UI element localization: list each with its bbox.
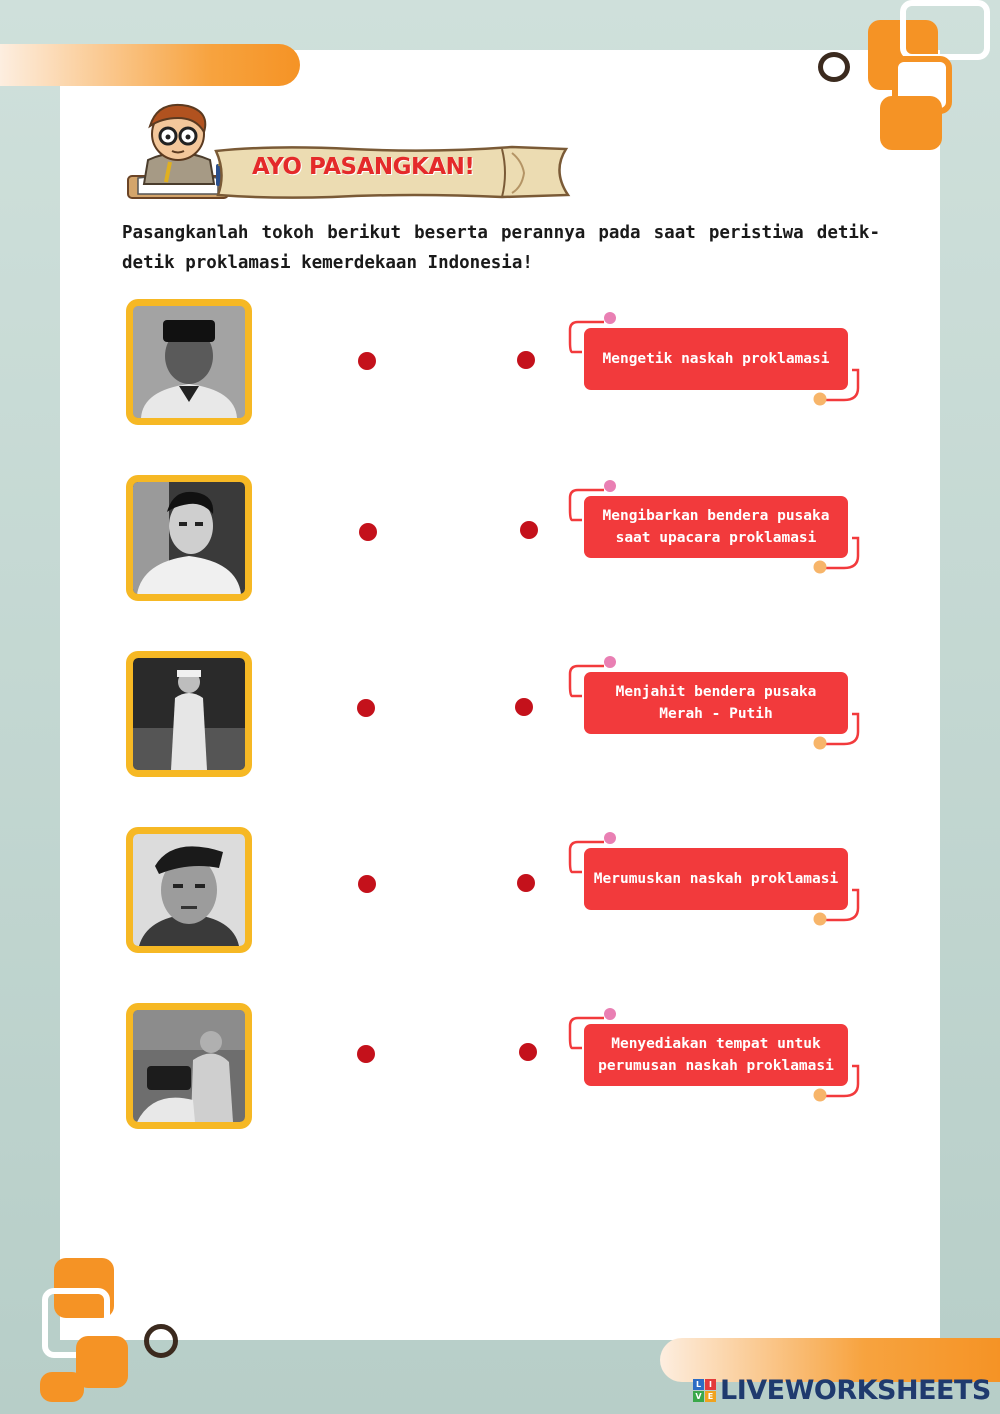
role-card-5[interactable]: Menyediakan tempat untuk perumusan naskah proklamasi [584, 1024, 848, 1086]
match-dot-right[interactable] [519, 1043, 537, 1061]
portrait-image [133, 306, 245, 418]
portrait-image [133, 1010, 245, 1122]
match-dot-right[interactable] [517, 351, 535, 369]
decor-square [76, 1336, 128, 1388]
role-card-1[interactable]: Mengetik naskah proklamasi [584, 328, 848, 390]
decor-square [40, 1372, 84, 1402]
logo-letter: E [705, 1391, 716, 1402]
figure-photo-1 [126, 299, 252, 425]
logo-letter: L [693, 1379, 704, 1390]
match-dot-left[interactable] [358, 875, 376, 893]
logo-text: LIVEWORKSHEETS [720, 1374, 991, 1406]
logo-letter: V [693, 1391, 704, 1402]
match-dot-left[interactable] [358, 352, 376, 370]
decor-ring [144, 1324, 178, 1358]
figure-photo-4 [126, 827, 252, 953]
banner-title: AYO PASANGKAN! [252, 154, 475, 180]
figure-photo-3 [126, 651, 252, 777]
liveworksheets-logo[interactable] [693, 1372, 991, 1408]
match-dot-right[interactable] [515, 698, 533, 716]
logo-letter: I [705, 1379, 716, 1390]
match-dot-left[interactable] [357, 1045, 375, 1063]
decor-square [900, 0, 990, 60]
role-card-2[interactable]: Mengibarkan bendera pusaka saat upacara proklamasi [584, 496, 848, 558]
instruction-text: Pasangkanlah tokoh berikut beserta perannya pada saat peristiwa detik-detik proklamasi kemerdekaan Indonesia! [122, 223, 880, 273]
portrait-image [133, 658, 245, 770]
top-decor-stripe [0, 44, 300, 86]
figure-photo-5 [126, 1003, 252, 1129]
match-dot-right[interactable] [520, 521, 538, 539]
portrait-image [133, 834, 245, 946]
match-dot-left[interactable] [357, 699, 375, 717]
decor-square [880, 96, 942, 150]
decor-ring [818, 52, 850, 82]
match-dot-right[interactable] [517, 874, 535, 892]
portrait-image [133, 482, 245, 594]
figure-photo-2 [126, 475, 252, 601]
match-dot-left[interactable] [359, 523, 377, 541]
role-card-3[interactable]: Menjahit bendera pusaka Merah - Putih [584, 672, 848, 734]
role-card-4[interactable]: Merumuskan naskah proklamasi [584, 848, 848, 910]
logo-icon [693, 1379, 716, 1402]
